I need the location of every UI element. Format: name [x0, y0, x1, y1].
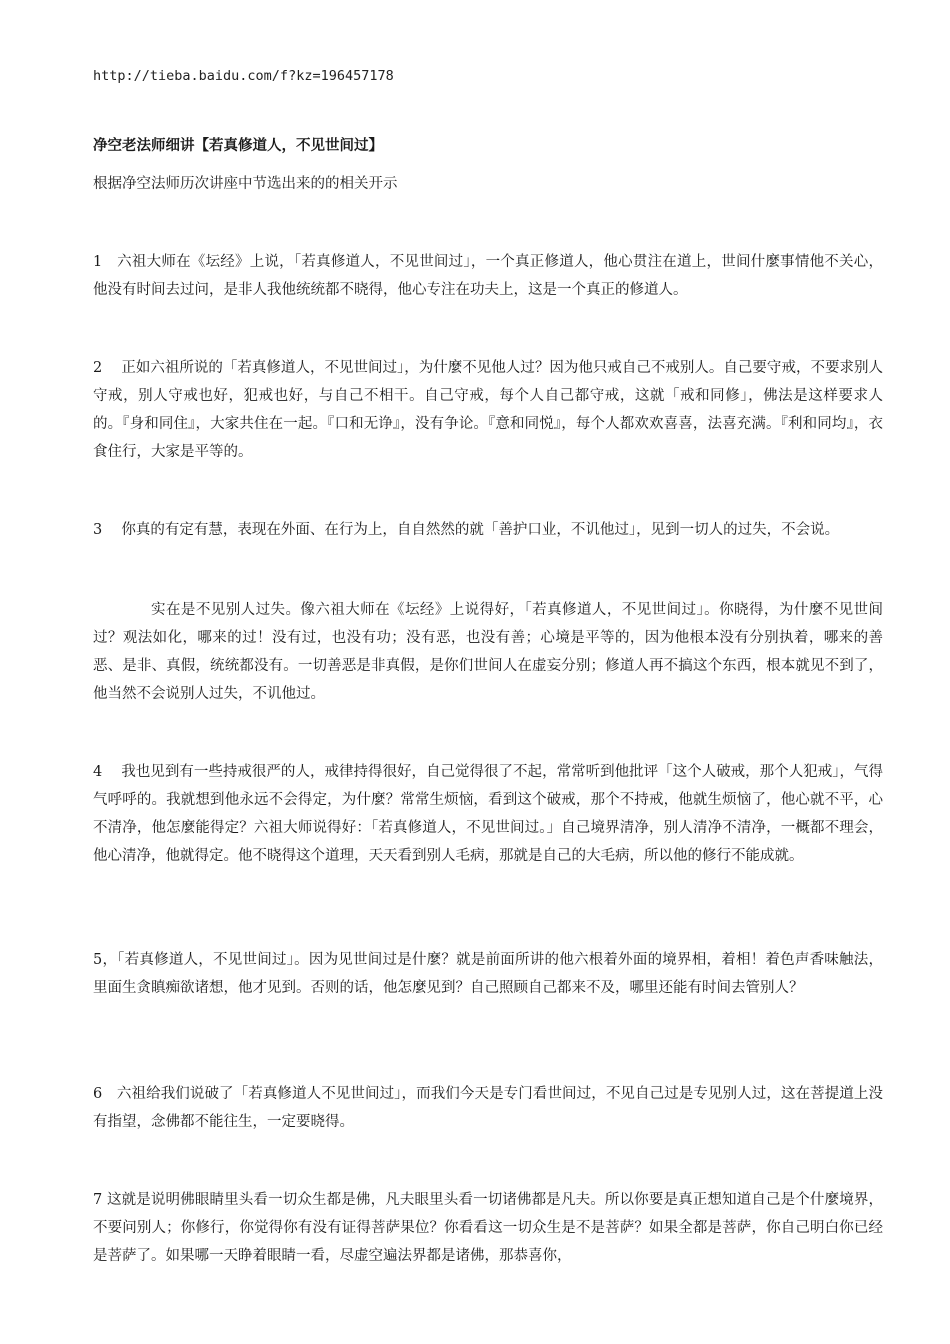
paragraph-4: 4 我也见到有一些持戒很严的人，戒律持得很好，自己觉得很了不起，常常听到他批评「这个人破戒，那个人犯戒」，气得气呼呼的。我就想到他永远不会得定，为什麼？常常生烦恼，看到这个破戒，那个不持戒，他就生烦恼了，他心就不平，心不清净，他怎麼能得定？六祖大师说得好：「若真修道人，不见世间过。」自己境界清净，别人清净不清净，一概都不理会，他心清净，他就得定。他不晓得这个道理，天天看到别人毛病，那就是自己的大毛病，所以他的修行不能成就。 [93, 764, 883, 864]
paragraph-6: 6 六祖给我们说破了「若真修道人不见世间过」，而我们今天是专门看世间过，不见自己过是专见别人过，这在菩提道上没有指望，念佛都不能往生，一定要晓得。 [93, 1086, 883, 1130]
paragraph-7: 7 这就是说明佛眼睛里头看一切众生都是佛，凡夫眼里头看一切诸佛都是凡夫。所以你要是真正想知道自己是个什麼境界，不要问别人；你修行，你觉得你有没有证得菩萨果位？你看看这一切众生是不是菩萨？如果全都是菩萨，你自己明白你已经是菩萨了。如果哪一天睁着眼睛一看，尽虚空遍法界都是诸佛，那恭喜你， [93, 1192, 883, 1264]
source-url[interactable]: http://tieba.baidu.com/f?kz=196457178 [93, 68, 394, 84]
document-title: 净空老法师细讲【若真修道人，不见世间过】 [93, 137, 383, 154]
paragraph-5: 5，「若真修道人，不见世间过」。因为见世间过是什麼？就是前面所讲的他六根着外面的境界相，着相！着色声香味触法，里面生贪瞋痴欲诸想，他才见到。否则的话，他怎麼见到？自己照顾自己都来不及，哪里还能有时间去管别人？ [93, 952, 883, 996]
paragraph-2: 2 正如六祖所说的「若真修道人，不见世间过」，为什麼不见他人过？因为他只戒自己不戒别人。自己要守戒，不要求别人守戒，别人守戒也好，犯戒也好，与自己不相干。自己守戒，每个人自己都守戒，这就「戒和同修」，佛法是这样要求人的。『身和同住』，大家共住在一起。『口和无诤』，没有争论。『意和同悦』，每个人都欢欢喜喜，法喜充满。『利和同均』，衣食住行，大家是平等的。 [93, 360, 883, 460]
paragraph-1: 1 六祖大师在《坛经》上说，「若真修道人，不见世间过」，一个真正修道人，他心贯注在道上，世间什麼事情他不关心，他没有时间去过问，是非人我他统统都不晓得，他心专注在功夫上，这是一个真正的修道人。 [93, 254, 883, 298]
paragraph-3-continued: 实在是不见别人过失。像六祖大师在《坛经》上说得好，「若真修道人，不见世间过」。你晓得，为什麼不见世间过？观法如化，哪来的过！没有过，也没有功；没有恶，也没有善；心境是平等的，因为他根本没有分别执着，哪来的善恶、是非、真假，统统都没有。一切善恶是非真假，是你们世间人在虚妄分别；修道人再不搞这个东西，根本就见不到了，他当然不会说别人过失，不讥他过。 [93, 602, 883, 702]
paragraph-3: 3 你真的有定有慧，表现在外面、在行为上，自自然然的就「善护口业，不讥他过」，见到一切人的过失，不会说。 [93, 522, 840, 538]
document-subtitle: 根据净空法师历次讲座中节选出来的的相关开示 [93, 176, 398, 192]
